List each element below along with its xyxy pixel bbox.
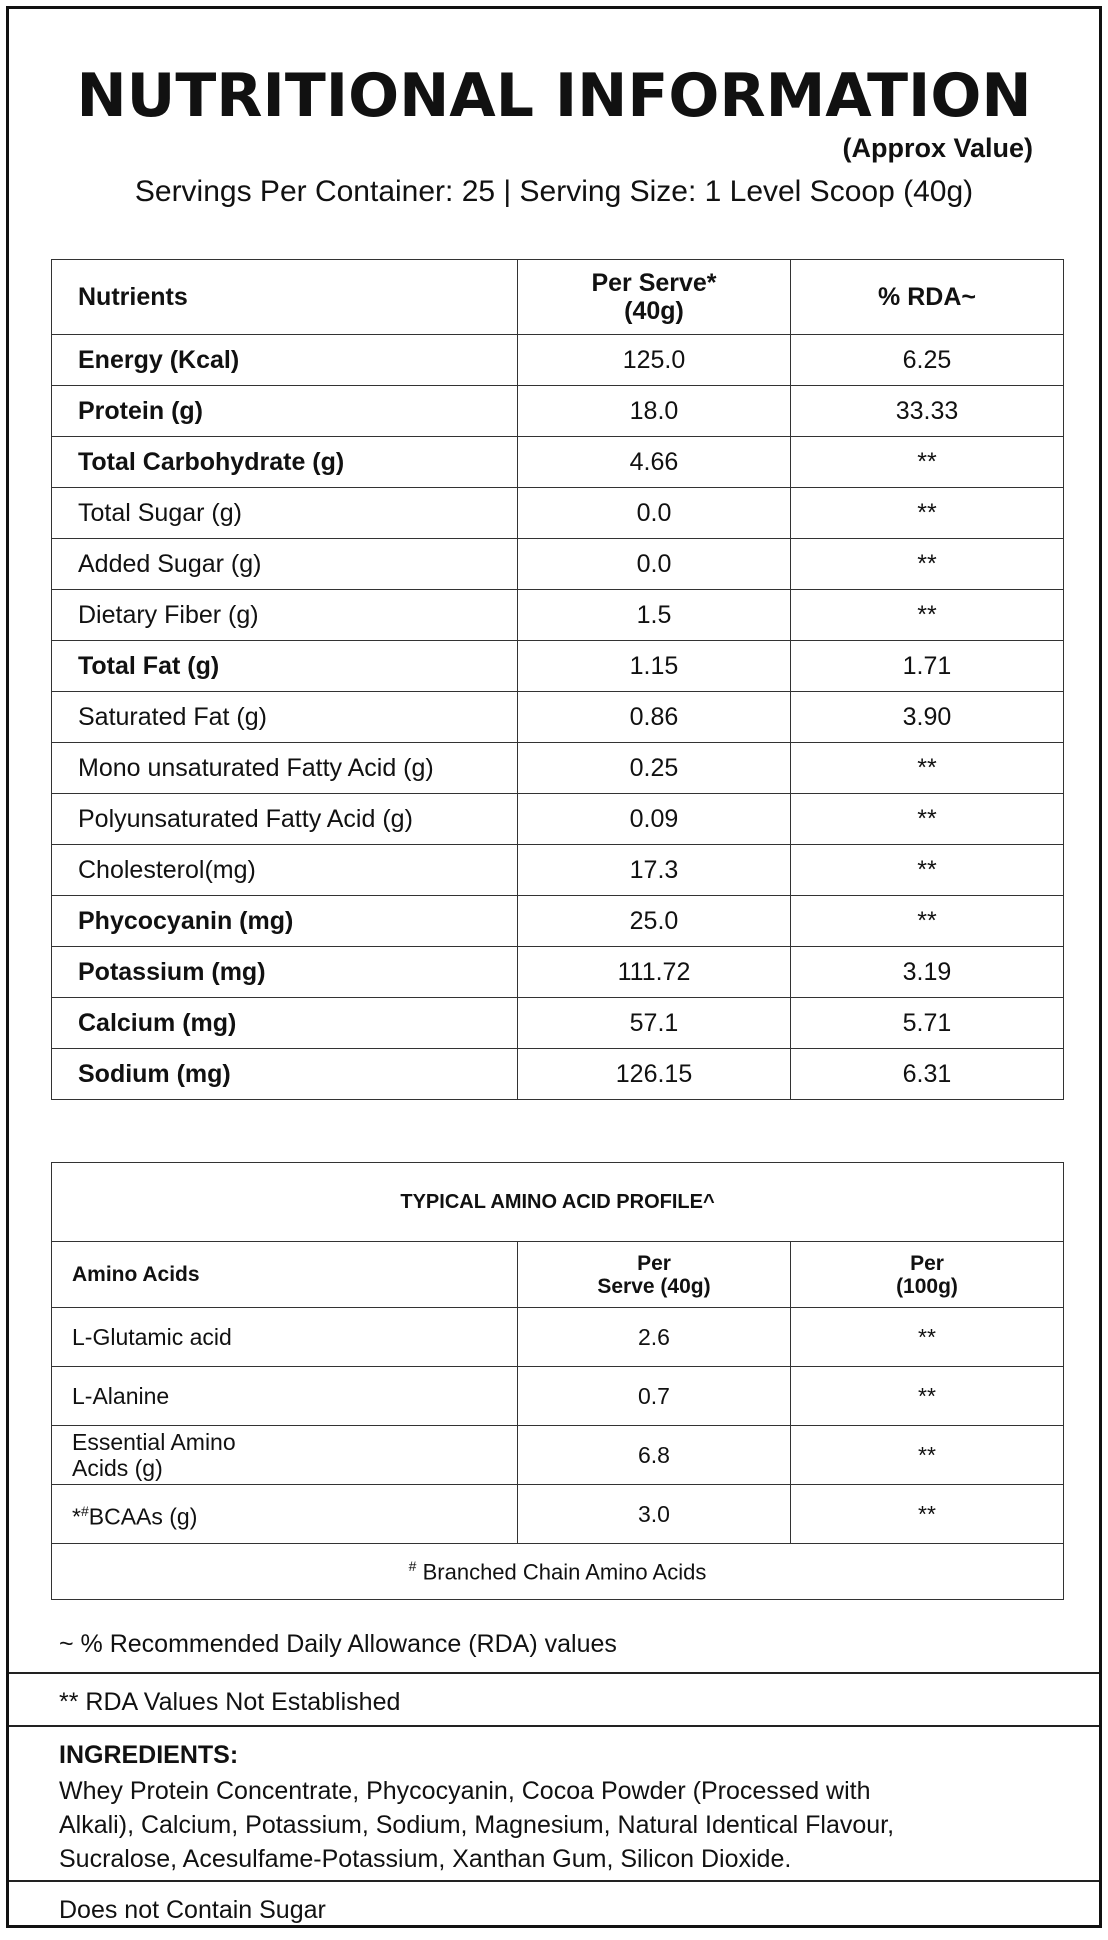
per-serve-value: 0.86 [518,692,791,743]
nutrient-name: Sodium (mg) [52,1049,518,1100]
rda-value: ** [791,437,1064,488]
rda-note: ~ % Recommended Daily Allowance (RDA) values [59,1630,617,1658]
amino-acid-table [51,1162,1064,1600]
amino-per-serve-value: 3.0 [518,1485,791,1544]
nutrient-name: Protein (g) [52,386,518,437]
table-row [52,1426,1064,1485]
nutrient-name: Calcium (mg) [52,998,518,1049]
table-row [52,1308,1064,1367]
table-row [52,947,1064,998]
per-serve-value: 57.1 [518,998,791,1049]
column-header-amino-per-serve [518,1242,791,1308]
amino-per100-value: ** [791,1426,1064,1485]
table-row [52,641,1064,692]
table-row [52,335,1064,386]
table-row [52,794,1064,845]
per-serve-value: 0.09 [518,794,791,845]
per-serve-label: Per Serve* [591,269,717,297]
table-row [52,1367,1064,1426]
ingredients-line: Whey Protein Concentrate, Phycocyanin, Cocoa Powder (Processed with [59,1777,871,1805]
nutrient-name: Energy (Kcal) [52,335,518,386]
nutrient-name: Dietary Fiber (g) [52,590,518,641]
divider [9,1725,1099,1727]
amino-per100-value: ** [791,1485,1064,1544]
per-serve-value: 1.5 [518,590,791,641]
column-header-per-100g [791,1242,1064,1308]
amino-per100-value: ** [791,1367,1064,1426]
rda-value: 1.71 [791,641,1064,692]
per-serve-value: 1.15 [518,641,791,692]
nutrition-label [6,6,1102,1928]
approx-value-note: (Approx Value) [842,133,1033,163]
ingredients-list [59,1774,1059,1876]
ingredients-heading: INGREDIENTS: [59,1741,239,1769]
bcaa-label: BCAAs (g) [88,1503,198,1530]
rda-not-established-note: ** RDA Values Not Established [59,1688,401,1716]
column-header-amino-acids: Amino Acids [52,1242,518,1308]
rda-value: ** [791,488,1064,539]
per100-size: (100g) [896,1274,958,1298]
table-row [52,845,1064,896]
rda-value: ** [791,896,1064,947]
rda-value: ** [791,794,1064,845]
nutrient-name: Mono unsaturated Fatty Acid (g) [52,743,518,794]
nutrient-name: Saturated Fat (g) [52,692,518,743]
per-serve-value: 126.15 [518,1049,791,1100]
table-row [52,437,1064,488]
nutrient-name: Total Carbohydrate (g) [52,437,518,488]
column-header-nutrients: Nutrients [52,260,518,335]
table-row [52,1485,1064,1544]
table-row [52,539,1064,590]
amino-acid-name-line1: Essential Amino [72,1429,236,1455]
footnote-hash-mark: # [408,1557,417,1574]
table-row [52,386,1064,437]
per-serve-value: 0.0 [518,488,791,539]
amino-per-serve-value: 2.6 [518,1308,791,1367]
per-serve-value: 111.72 [518,947,791,998]
nutrition-header-row [52,260,1064,335]
amino-header-row [52,1242,1064,1308]
divider [9,1672,1099,1674]
per-serve-value: 0.0 [518,539,791,590]
rda-value: 3.19 [791,947,1064,998]
amino-per100-value: ** [791,1308,1064,1367]
no-sugar-note: Does not Contain Sugar [59,1896,326,1924]
rda-value: 6.25 [791,335,1064,386]
rda-value: ** [791,590,1064,641]
amino-acid-name-bcaa [52,1485,518,1544]
nutrient-name: Polyunsaturated Fatty Acid (g) [52,794,518,845]
page-title: NUTRITIONAL INFORMATION [76,61,1032,131]
per-serve-value: 125.0 [518,335,791,386]
amino-acid-name-line2: Acids (g) [72,1455,163,1481]
table-row [52,590,1064,641]
column-header-per-serve [518,260,791,335]
rda-value: 6.31 [791,1049,1064,1100]
divider [9,1880,1099,1882]
table-row [52,1049,1064,1100]
nutrition-table [51,259,1064,1100]
nutrient-name: Potassium (mg) [52,947,518,998]
amino-per-serve-value: 0.7 [518,1367,791,1426]
ingredients-line: Sucralose, Acesulfame-Potassium, Xanthan Gum, Silicon Dioxide. [59,1845,792,1873]
nutrient-name: Added Sugar (g) [52,539,518,590]
per-serve-value: 25.0 [518,896,791,947]
amino-acid-name [52,1426,518,1485]
per-serve-value: 17.3 [518,845,791,896]
amino-per-label: Per [637,1251,671,1275]
rda-value: ** [791,539,1064,590]
nutrient-name: Phycocyanin (mg) [52,896,518,947]
table-row [52,488,1064,539]
table-row [52,743,1064,794]
per-serve-size: (40g) [624,297,684,325]
amino-footnote-row [52,1544,1064,1600]
nutrient-name: Total Fat (g) [52,641,518,692]
column-header-rda: % RDA~ [791,260,1064,335]
rda-value: 33.33 [791,386,1064,437]
amino-table-caption: TYPICAL AMINO ACID PROFILE^ [52,1163,1064,1242]
table-row [52,692,1064,743]
rda-value: ** [791,845,1064,896]
amino-acid-name: L-Glutamic acid [52,1308,518,1367]
rda-value: 5.71 [791,998,1064,1049]
per-serve-value: 0.25 [518,743,791,794]
rda-value: ** [791,743,1064,794]
table-row [52,998,1064,1049]
per-serve-value: 18.0 [518,386,791,437]
per-serve-value: 4.66 [518,437,791,488]
per100-label: Per [910,1251,944,1275]
amino-serve-size: Serve (40g) [597,1274,711,1298]
amino-per-serve-value: 6.8 [518,1426,791,1485]
table-row [52,896,1064,947]
bcaa-hash-mark: # [80,1503,89,1520]
bcaa-prefix: * [72,1503,81,1530]
amino-acid-name: L-Alanine [52,1367,518,1426]
amino-caption-row [52,1163,1064,1242]
rda-value: 3.90 [791,692,1064,743]
footnote-text: Branched Chain Amino Acids [422,1559,707,1585]
ingredients-line: Alkali), Calcium, Potassium, Sodium, Magnesium, Natural Identical Flavour, [59,1811,895,1839]
nutrient-name: Total Sugar (g) [52,488,518,539]
servings-info: Servings Per Container: 25 | Serving Size: 1 Level Scoop (40g) [134,175,974,208]
amino-footnote [52,1544,1064,1600]
nutrient-name: Cholesterol(mg) [52,845,518,896]
